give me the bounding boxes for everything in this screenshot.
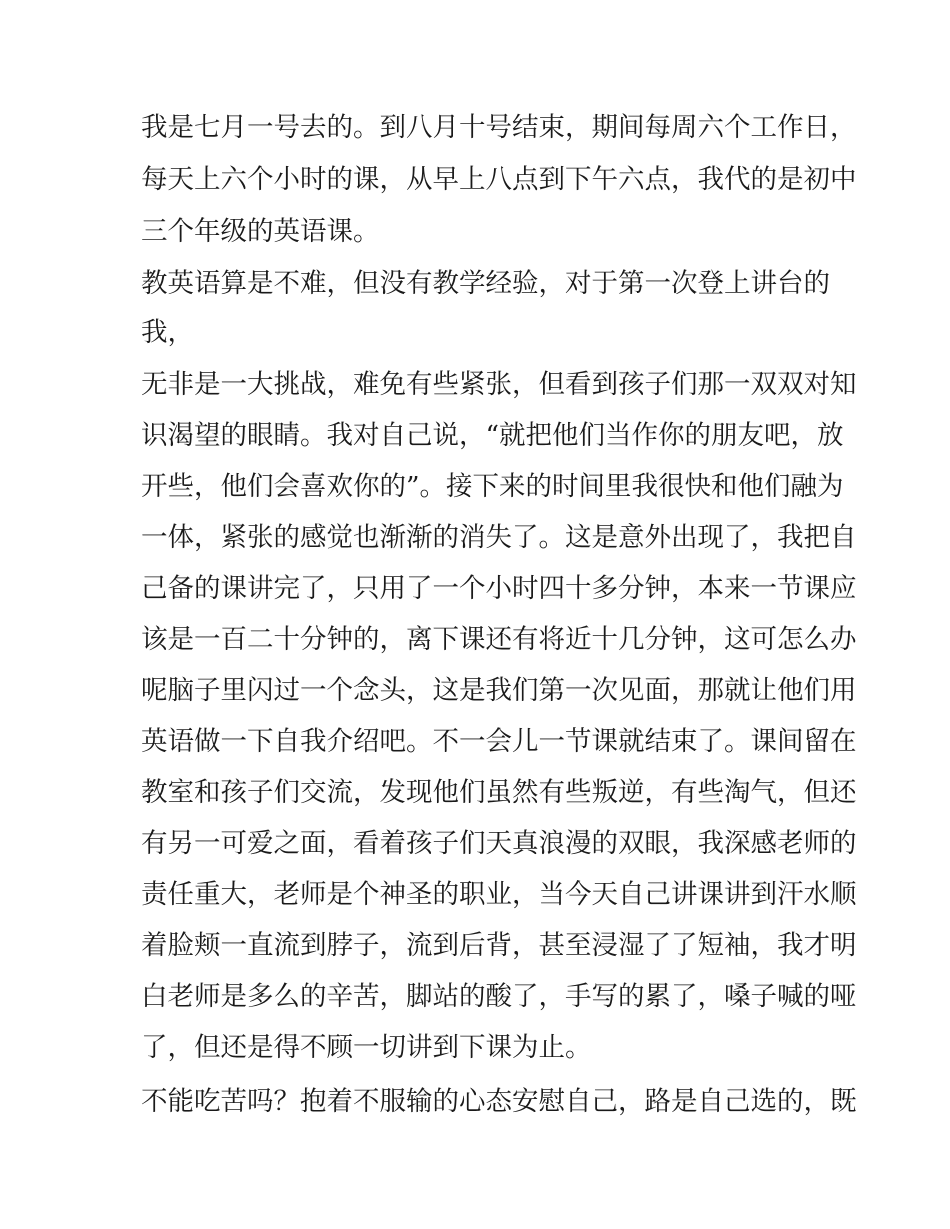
text-line: 三个年级的英语课。 (141, 216, 380, 247)
text-line: 识渴望的眼睛。我对自己说，“就把他们当作你的朋友吧，放 (141, 420, 844, 451)
text-line: 呢脑子里闪过一个念头，这是我们第一次见面，那就让他们用 (141, 675, 857, 706)
text-line: 教英语算是不难，但没有教学经验，对于第一次登上讲台的 (141, 268, 830, 299)
text-line: 了，但还是得不顾一切讲到下课为止。 (141, 1032, 592, 1063)
text-line: 无非是一大挑战，难免有些紧张，但看到孩子们那一双双对知 (141, 369, 857, 400)
text-line: 己备的课讲完了，只用了一个小时四十多分钟，本来一节课应 (141, 573, 857, 604)
text-line: 我是七月一号去的。到八月十号结束，期间每周六个工作日， (141, 112, 857, 143)
text-line: 开些，他们会喜欢你的”。接下来的时间里我很快和他们融为 (141, 471, 844, 502)
text-line: 着脸颊一直流到脖子，流到后背，甚至浸湿了了短袖，我才明 (141, 930, 857, 961)
text-line: 该是一百二十分钟的，离下课还有将近十几分钟，这可怎么办 (141, 624, 857, 655)
text-line: 教室和孩子们交流，发现他们虽然有些叛逆，有些淘气，但还 (141, 777, 857, 808)
text-line: 责任重大，老师是个神圣的职业，当今天自己讲课讲到汗水顺 (141, 879, 857, 910)
text-line: 每天上六个小时的课，从早上八点到下午六点，我代的是初中 (141, 164, 857, 195)
text-line: 英语做一下自我介绍吧。不一会儿一节课就结束了。课间留在 (141, 726, 857, 757)
text-line: 有另一可爱之面，看着孩子们天真浪漫的双眼，我深感老师的 (141, 828, 857, 859)
text-line: 白老师是多么的辛苦，脚站的酸了，手写的累了，嗓子喊的哑 (141, 981, 857, 1012)
text-line: 一体，紧张的感觉也渐渐的消失了。这是意外出现了，我把自 (141, 522, 857, 553)
text-line: 不能吃苦吗？抱着不服输的心态安慰自己，路是自己选的，既 (141, 1086, 857, 1117)
text-line: 我， (141, 317, 194, 348)
